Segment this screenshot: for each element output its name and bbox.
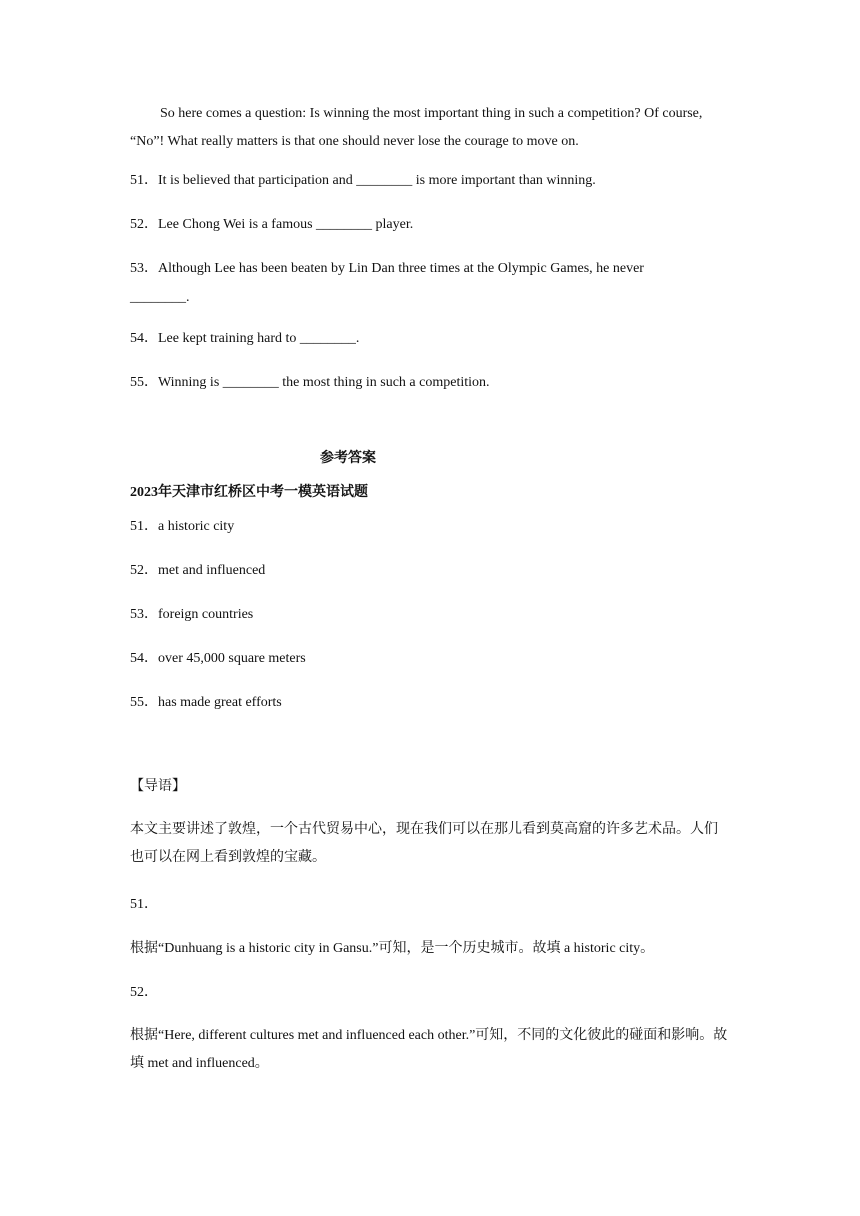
answer-52: 52．met and influenced xyxy=(130,563,266,578)
answer-key-heading: 参考答案 xyxy=(320,451,376,466)
explanation-51-number: 51． xyxy=(130,897,158,912)
intro-label: 【导语】 xyxy=(130,779,186,794)
answer-55: 55．has made great efforts xyxy=(130,695,282,710)
question-55: 55．Winning is ________ the most thing in such a competition. xyxy=(130,375,490,390)
question-53-blank: ________. xyxy=(130,290,190,305)
question-53: 53．Although Lee has been beaten by Lin Dan three times at the Olympic Games, he never xyxy=(130,261,644,276)
explanation-51-text: 根据“Dunhuang is a historic city in Gansu.”可知，是一个历史城市。故填 a historic city。 xyxy=(130,941,655,956)
explanation-52-number: 52． xyxy=(130,985,158,1000)
passage-closing-paragraph: So here comes a question: Is winning the most important thing in such a competition? Of course, “No”! What really matters is that one should never lose the courage to move on. xyxy=(130,106,703,149)
answer-53: 53．foreign countries xyxy=(130,607,254,622)
answer-54: 54．over 45,000 square meters xyxy=(130,651,306,666)
explanation-52-text: 根据“Here, different cultures met and influenced each other.”可知，不同的文化彼此的碰面和影响。故填 met and influenced。 xyxy=(130,1028,728,1071)
question-52: 52．Lee Chong Wei is a famous ________ player. xyxy=(130,217,414,232)
answer-51: 51．a historic city xyxy=(130,519,235,534)
question-54: 54．Lee kept training hard to ________. xyxy=(130,331,360,346)
intro-text: 本文主要讲述了敦煌，一个古代贸易中心，现在我们可以在那儿看到莫高窟的许多艺术品。人们也可以在网上看到敦煌的宝藏。 xyxy=(130,822,718,865)
question-51: 51．It is believed that participation and ________ is more important than winning. xyxy=(130,173,596,188)
exam-title: 2023年天津市红桥区中考一模英语试题 xyxy=(130,485,368,500)
